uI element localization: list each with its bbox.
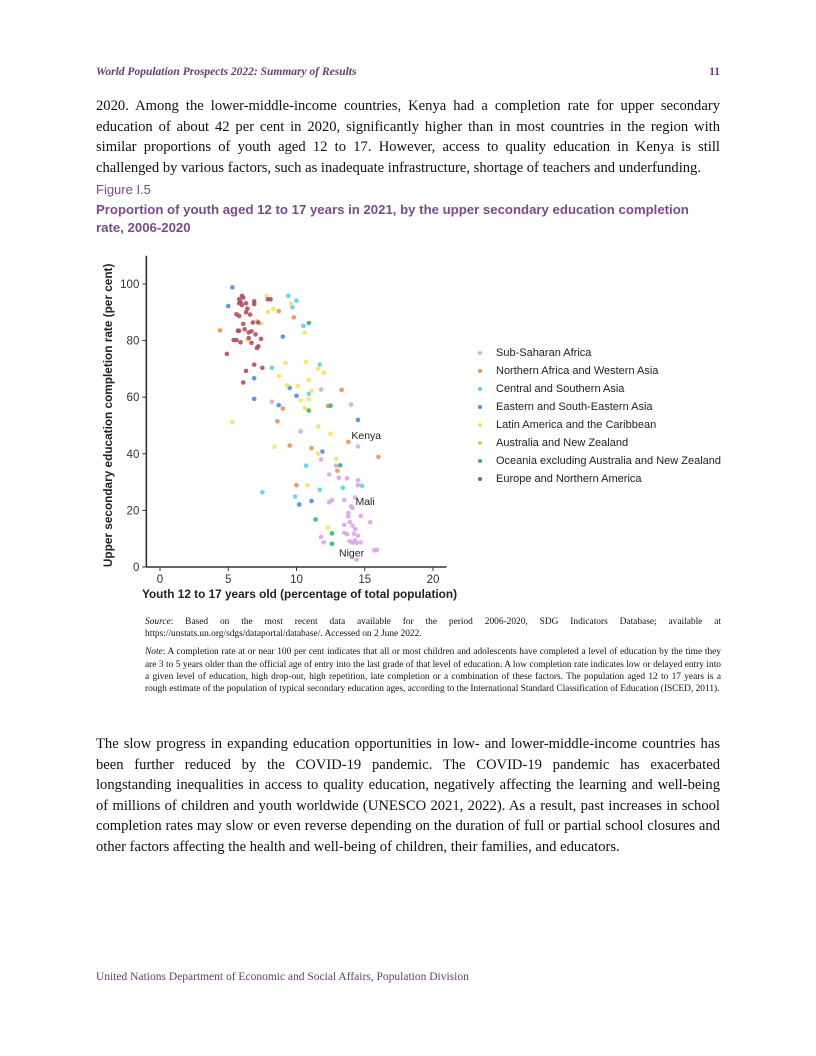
data-point: [358, 540, 363, 545]
note-label: Note: [145, 647, 163, 658]
y-tick-label: 40: [126, 448, 140, 461]
data-point: [260, 365, 265, 370]
data-point: [338, 463, 343, 468]
data-point: [298, 398, 303, 403]
data-point: [230, 420, 235, 425]
data-point: [330, 531, 335, 536]
data-point: [346, 514, 351, 519]
data-point: [342, 523, 347, 528]
data-point: [354, 541, 359, 546]
data-point: [316, 366, 321, 371]
figure-title: Proportion of youth aged 12 to 17 years in 2021, by the upper secondary education completion rate, 2006-2020: [96, 202, 689, 235]
data-point: [330, 498, 335, 503]
data-point: [276, 403, 281, 408]
data-point: [328, 431, 333, 436]
data-point: [291, 315, 296, 320]
data-point: [241, 295, 246, 300]
data-point: [252, 302, 257, 307]
data-point: [249, 341, 254, 346]
data-point: [218, 328, 223, 333]
data-point: [244, 301, 249, 306]
data-point: [346, 440, 351, 445]
data-point: [238, 340, 243, 345]
data-point: [225, 352, 230, 357]
y-tick-label: 0: [132, 562, 140, 574]
data-point: [259, 337, 264, 342]
data-point: [319, 387, 324, 392]
legend-label: Europe and Northern America: [496, 473, 642, 485]
data-point: [375, 547, 380, 552]
legend-item: [474, 344, 721, 362]
data-point: [356, 533, 361, 538]
legend-label: Central and Southern Asia: [496, 383, 625, 395]
data-point: [260, 490, 265, 495]
data-point: [270, 365, 275, 370]
data-point: [330, 541, 335, 546]
data-point: [341, 485, 346, 490]
data-point: [249, 329, 254, 334]
data-point: [327, 472, 332, 477]
data-point: [319, 457, 324, 462]
data-point: [241, 322, 246, 327]
data-point: [349, 402, 354, 407]
document-title: World Population Prospects 2022: Summary of Results: [96, 66, 357, 78]
data-point: [347, 520, 352, 525]
data-point: [334, 457, 339, 462]
scatter-chart: [96, 245, 756, 605]
legend-item: [474, 452, 721, 470]
y-tick-label: 80: [126, 335, 140, 348]
legend-dot-icon: [478, 369, 482, 373]
data-point: [302, 406, 307, 411]
data-point: [251, 320, 256, 325]
legend-dot-icon: [478, 423, 482, 427]
data-point: [297, 502, 302, 507]
data-point: [242, 327, 247, 332]
data-point: [244, 310, 249, 315]
data-point: [272, 444, 277, 449]
legend-dot-icon: [478, 351, 482, 355]
data-point: [368, 520, 373, 525]
data-point: [317, 487, 322, 492]
legend-dot-icon: [478, 477, 482, 481]
data-point: [376, 455, 381, 460]
point-annotation: Kenya: [351, 429, 382, 442]
data-point: [309, 499, 314, 504]
x-tick-label: 0: [156, 574, 164, 586]
data-point: [309, 389, 314, 394]
data-point: [352, 531, 357, 536]
legend-label: Eastern and South-Eastern Asia: [496, 401, 653, 413]
data-point: [353, 527, 358, 532]
legend-label: Northern Africa and Western Asia: [496, 365, 659, 377]
data-point: [298, 429, 303, 434]
data-point: [241, 380, 246, 385]
legend-item: [474, 416, 721, 434]
data-point: [256, 320, 261, 325]
legend-dot-icon: [478, 387, 482, 391]
data-point: [237, 328, 242, 333]
data-point: [226, 304, 231, 309]
data-point: [306, 397, 311, 402]
legend-label: Australia and New Zealand: [496, 437, 629, 449]
data-point: [271, 307, 276, 312]
data-point: [252, 376, 257, 381]
data-point: [246, 336, 251, 341]
data-point: [296, 384, 301, 389]
x-tick-label: 10: [290, 574, 303, 586]
data-point: [276, 374, 281, 379]
data-point: [322, 371, 327, 376]
data-point: [266, 310, 271, 315]
source-text: : Based on the most recent data available for the period 2006-2020, SDG Indicators Database; available at https://unstats.un.org/sdgs/dataportal/database/. Accessed on 2 June 2022.: [145, 617, 721, 640]
figure-notes: [145, 616, 721, 701]
data-point: [316, 452, 321, 457]
data-point: [237, 314, 242, 319]
data-point: [356, 483, 361, 488]
page-number: 11: [709, 66, 720, 78]
legend-item: [474, 470, 721, 488]
data-point: [266, 297, 271, 302]
data-point: [306, 408, 311, 413]
data-point: [293, 494, 298, 499]
data-point: [358, 513, 363, 518]
legend-dot-icon: [478, 459, 482, 463]
data-point: [309, 446, 314, 451]
data-point: [294, 483, 299, 488]
data-point: [313, 517, 318, 522]
point-annotation: Mali: [355, 495, 375, 508]
data-point: [304, 463, 309, 468]
y-tick-label: 60: [126, 392, 140, 405]
legend-label: Latin America and the Caribbean: [496, 419, 657, 431]
data-point: [356, 478, 361, 483]
data-point: [283, 361, 288, 366]
running-header: [96, 66, 720, 82]
legend-item: [474, 434, 721, 452]
data-point: [319, 535, 324, 540]
y-tick-label: 100: [120, 279, 140, 291]
data-point: [306, 321, 311, 326]
data-point: [281, 406, 286, 411]
x-axis-label: Youth 12 to 17 years old (percentage of total population): [141, 587, 458, 601]
x-tick-label: 5: [225, 574, 232, 586]
data-point: [244, 369, 249, 374]
legend-label: Oceania excluding Australia and New Zealand: [496, 455, 722, 467]
figure-label: Figure I.5: [96, 182, 151, 197]
data-point: [335, 468, 340, 473]
data-point: [342, 498, 347, 503]
data-point: [294, 298, 299, 303]
data-point: [253, 332, 258, 337]
data-point: [255, 346, 260, 351]
data-point: [356, 418, 361, 423]
note: [145, 646, 721, 695]
intro-paragraph: 2020. Among the lower-middle-income countries, Kenya had a completion rate for upper secondary education of about 42 per cent in 2020, significantly higher than in most countries in the region with similar proportions of youth aged 12 to 17. However, access to quality education in Kenya is still challenged by various factors, such as inadequate infrastructure, shortage of teachers and underfunding.: [96, 98, 720, 176]
y-tick-label: 20: [126, 505, 140, 518]
data-point: [326, 525, 331, 530]
data-point: [252, 362, 257, 367]
data-point: [334, 463, 339, 468]
data-point: [345, 532, 350, 537]
legend-item: [474, 398, 721, 416]
data-point: [304, 360, 309, 365]
page-footer: United Nations Department of Economic and Social Affairs, Population Division: [96, 971, 469, 983]
data-point: [276, 309, 281, 314]
data-point: [237, 301, 242, 306]
data-point: [345, 476, 350, 481]
source-note: [145, 616, 721, 640]
data-point: [356, 444, 361, 449]
legend-dot-icon: [478, 441, 482, 445]
chart-legend: [474, 344, 721, 488]
x-tick-label: 20: [426, 574, 440, 586]
data-point: [286, 294, 291, 299]
data-point: [339, 388, 344, 393]
closing-paragraph: The slow progress in expanding education opportunities in low- and lower-middle-income countries has been further reduced by the COVID-19 pandemic. The COVID-19 pandemic has exacerbated longstanding inequalities in access to quality education, negatively affecting the learning and well-being of millions of children and youth worldwide (UNESCO 2021, 2022). As a result, past increases in school completion rates may slow or even reverse depending on the duration of full or partial school closures and other factors affecting the health and well-being of children, their families, and educators.: [96, 736, 720, 855]
data-point: [234, 338, 239, 343]
data-point: [281, 334, 286, 339]
data-point: [248, 312, 253, 317]
data-point: [287, 443, 292, 448]
data-point: [320, 449, 325, 454]
x-tick-label: 15: [358, 574, 372, 586]
data-point: [302, 330, 307, 335]
data-point: [360, 483, 365, 488]
data-point: [230, 285, 235, 290]
legend-dot-icon: [478, 405, 482, 409]
data-point: [306, 378, 311, 383]
data-point: [294, 393, 299, 398]
data-point: [270, 399, 275, 404]
note-text: : A completion rate at or near 100 per cent indicates that all or most children and adolescents have completed a level of education by the time they are 3 to 5 years older than the official age of entry into the last grade of that level of education. A low completion rate indicates low or delayed entry into a given level of education, high drop-out, high repetition, late completion or a combination of these factors. The population aged 12 to 17 years is a rough estimate of the population of typical secondary education ages, according to the International Standard Classification of Education (ISCED, 2011).: [145, 647, 721, 695]
legend-label: Sub-Saharan Africa: [496, 347, 592, 359]
legend-item: [474, 380, 721, 398]
data-point: [252, 397, 257, 402]
data-point: [350, 506, 355, 511]
data-point: [337, 476, 342, 481]
data-point: [328, 403, 333, 408]
data-point: [316, 424, 321, 429]
data-point: [317, 362, 322, 367]
source-label: Source: [145, 617, 171, 627]
data-point: [289, 301, 294, 306]
y-axis-label: Upper secondary education completion rate (per cent): [101, 263, 115, 568]
point-annotation: Niger: [339, 547, 365, 560]
legend-item: [474, 362, 721, 380]
data-point: [301, 324, 306, 329]
data-point: [322, 540, 327, 545]
data-point: [285, 383, 290, 388]
data-point: [305, 483, 310, 488]
data-point: [275, 419, 280, 424]
